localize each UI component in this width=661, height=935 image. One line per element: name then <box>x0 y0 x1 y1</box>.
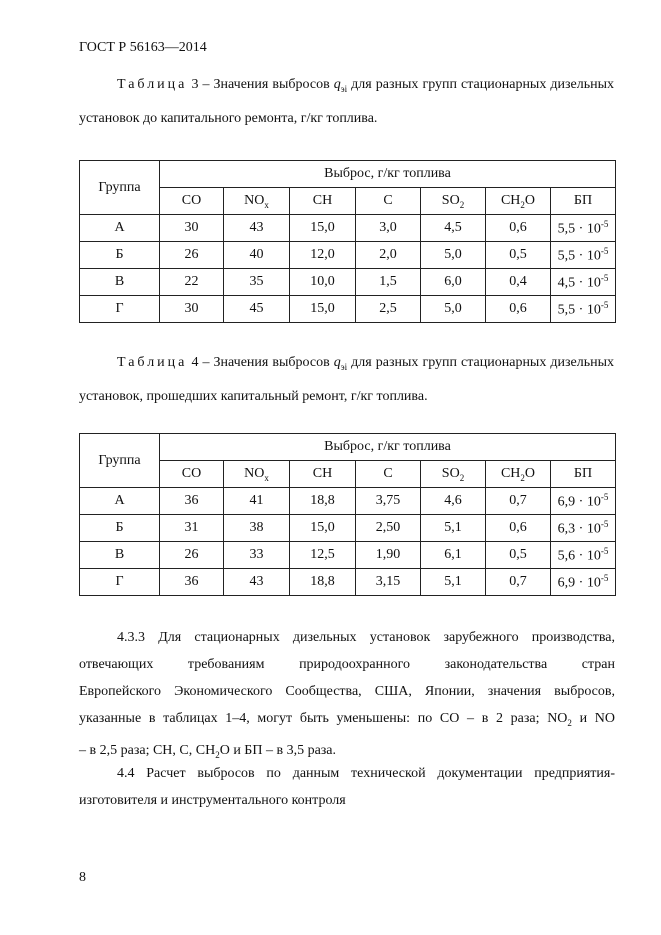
cell: 5,1 <box>421 515 486 542</box>
table-row <box>80 542 616 569</box>
col-header-so2: $SO_2$ <box>421 188 486 215</box>
row-group: Б <box>80 242 160 269</box>
cell: 0,7 <box>486 569 551 596</box>
row-group: А <box>80 488 160 515</box>
cell: 45 <box>224 296 290 323</box>
table-row <box>80 569 616 596</box>
document-header: ГОСТ Р 56163—2014 <box>79 40 207 55</box>
table-row <box>80 296 616 323</box>
paragraph-4-3-3 <box>79 624 615 769</box>
cell: 1,5 <box>356 269 421 296</box>
cell: 4,6 <box>421 488 486 515</box>
cell: 38 <box>224 515 290 542</box>
cell-bp: $6,9 \cdot 10^{-5}$ <box>551 569 616 596</box>
table-row <box>80 242 616 269</box>
para-line: – в 2,5 раза; CH, C, $CH_2O$ и БП – в 3,5 раза. <box>79 742 337 760</box>
cell: 0,7 <box>486 488 551 515</box>
cell: 10,0 <box>290 269 356 296</box>
cell: 2,50 <box>356 515 421 542</box>
cell-bp: $5,5 \cdot 10^{-5}$ <box>551 215 616 242</box>
cell: 36 <box>160 488 224 515</box>
cell-bp: $5,6 \cdot 10^{-5}$ <box>551 542 616 569</box>
cell: 18,8 <box>290 488 356 515</box>
table4 <box>79 433 616 596</box>
cell: 12,5 <box>290 542 356 569</box>
table3-caption-text-a: – Значения выбросов <box>198 77 334 92</box>
col-header-bp: БП <box>551 461 616 488</box>
table3-emission-header: Выброс, г/кг топлива <box>160 161 616 188</box>
col-header-so2: $SO_2$ <box>421 461 486 488</box>
cell: 36 <box>160 569 224 596</box>
col-header-co: CO <box>160 188 224 215</box>
col-header-ch2o: $CH_2O$ <box>486 461 551 488</box>
table4-column-headers <box>80 461 616 488</box>
table-row <box>80 488 616 515</box>
cell: 2,0 <box>356 242 421 269</box>
cell: 5,1 <box>421 569 486 596</box>
table3-group-header: Группа <box>80 161 160 215</box>
cell: 22 <box>160 269 224 296</box>
para-line: отвечающих требованиям природоохранного законодательства стран <box>79 657 615 672</box>
table3 <box>79 160 616 323</box>
cell: 18,8 <box>290 569 356 596</box>
cell: 12,0 <box>290 242 356 269</box>
row-group: Г <box>80 296 160 323</box>
table-row <box>80 515 616 542</box>
row-group: Г <box>80 569 160 596</box>
cell: 30 <box>160 296 224 323</box>
row-group: Б <box>80 515 160 542</box>
cell: 6,1 <box>421 542 486 569</box>
cell: 5,0 <box>421 296 486 323</box>
cell: 41 <box>224 488 290 515</box>
cell-bp: $5,5 \cdot 10^{-5}$ <box>551 242 616 269</box>
table3-caption-text-b: для разных групп стационарных дизельных установок до капитального ремонта, г/кг топлива. <box>79 77 615 126</box>
cell-bp: $6,9 \cdot 10^{-5}$ <box>551 488 616 515</box>
para-line: изготовителя и инструментального контроля <box>79 793 346 808</box>
cell: 4,5 <box>421 215 486 242</box>
col-header-ch: CH <box>290 188 356 215</box>
col-header-ch: CH <box>290 461 356 488</box>
table3-caption-word: Таблица <box>117 77 188 92</box>
para-line: 4.4 Расчет выбросов по данным технической документации предприятия- <box>117 766 615 781</box>
cell: 40 <box>224 242 290 269</box>
table-row <box>80 215 616 242</box>
cell: 2,5 <box>356 296 421 323</box>
table4-group-header: Группа <box>80 434 160 488</box>
table4-caption-word: Таблица <box>117 355 188 370</box>
cell: 1,90 <box>356 542 421 569</box>
cell: 0,5 <box>486 542 551 569</box>
table3-caption-symbol: q <box>333 77 341 92</box>
table4-emission-header: Выброс, г/кг топлива <box>160 434 616 461</box>
col-header-nox: $NO_x$ <box>224 188 290 215</box>
col-header-nox: $NO_x$ <box>224 461 290 488</box>
table4-caption-number: 4 <box>191 355 199 370</box>
cell: 15,0 <box>290 296 356 323</box>
table4-caption-text-a: – Значения выбросов <box>198 355 334 370</box>
cell: 15,0 <box>290 215 356 242</box>
col-header-ch2o: $CH_2O$ <box>486 188 551 215</box>
cell-bp: $5,5 \cdot 10^{-5}$ <box>551 296 616 323</box>
para-line: 4.3.3 Для стационарных дизельных установок зарубежного производства, <box>117 630 615 645</box>
cell: 0,6 <box>486 215 551 242</box>
cell: 15,0 <box>290 515 356 542</box>
cell: 0,4 <box>486 269 551 296</box>
row-group: А <box>80 215 160 242</box>
col-header-co: CO <box>160 461 224 488</box>
cell: 5,0 <box>421 242 486 269</box>
para-line: Европейского Экономического Сообщества, США, Японии, значения выбросов, <box>79 684 615 699</box>
table3-column-headers <box>80 188 616 215</box>
col-header-c: C <box>356 461 421 488</box>
table3-caption-symbol-sub: эi <box>340 83 348 94</box>
cell: 26 <box>160 242 224 269</box>
page-number: 8 <box>79 870 86 885</box>
cell: 0,6 <box>486 296 551 323</box>
col-header-c: C <box>356 188 421 215</box>
table4-caption-text-b: для разных групп стационарных дизельных установок, прошедших капитальный ремонт, г/кг топлива. <box>79 355 615 404</box>
table3-caption <box>79 70 614 133</box>
para-line: указанные в таблицах 1–4, могут быть уменьшены: по CO – в 2 раза; $NO_2$ и NO <box>79 711 615 728</box>
table4-caption-symbol-sub: эi <box>340 361 348 372</box>
row-group: В <box>80 269 160 296</box>
cell: 3,15 <box>356 569 421 596</box>
cell: 6,0 <box>421 269 486 296</box>
cell: 33 <box>224 542 290 569</box>
cell: 43 <box>224 569 290 596</box>
table3-caption-number: 3 <box>191 77 199 92</box>
cell: 3,75 <box>356 488 421 515</box>
cell: 0,6 <box>486 515 551 542</box>
cell: 30 <box>160 215 224 242</box>
cell-bp: $4,5 \cdot 10^{-5}$ <box>551 269 616 296</box>
cell-bp: $6,3 \cdot 10^{-5}$ <box>551 515 616 542</box>
paragraph-4-4 <box>79 760 615 814</box>
cell: 31 <box>160 515 224 542</box>
cell: 0,5 <box>486 242 551 269</box>
cell: 3,0 <box>356 215 421 242</box>
table4-caption <box>79 348 614 411</box>
cell: 35 <box>224 269 290 296</box>
table-row <box>80 269 616 296</box>
cell: 26 <box>160 542 224 569</box>
col-header-bp: БП <box>551 188 616 215</box>
cell: 43 <box>224 215 290 242</box>
table4-caption-symbol: q <box>333 355 341 370</box>
row-group: В <box>80 542 160 569</box>
